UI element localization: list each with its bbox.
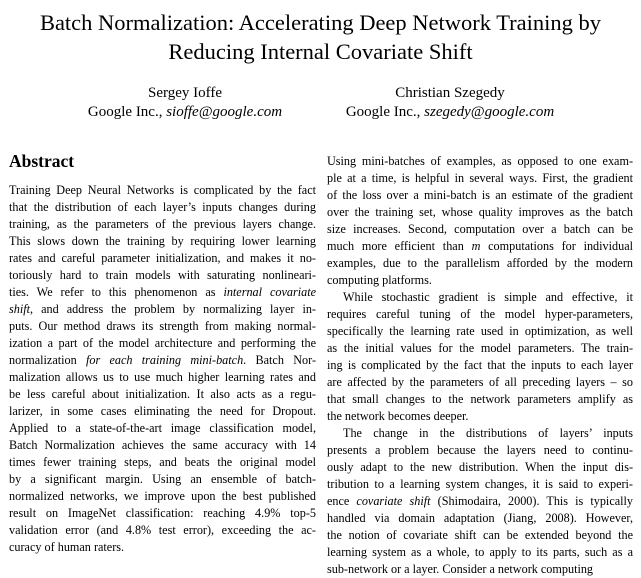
author-email[interactable]: sioffe@google.com xyxy=(166,104,283,120)
text-run: , and address the problem by normalizing layer in- xyxy=(30,302,316,316)
text-line: malization allows us to use much higher learning rates and xyxy=(9,370,316,384)
author-2 xyxy=(320,84,580,122)
text-line: are affected by the parameters of all preceding layers – so xyxy=(327,375,633,389)
text-line: specifically the learning rate used in optimization, as well xyxy=(327,324,633,338)
text-run: (Shimodaira, 2000). This is typically xyxy=(430,494,633,508)
text-line: ously adapt to the new distribution. When the input dis- xyxy=(327,460,633,474)
text-line: validation error (and 4.8% test error), exceeding the ac- xyxy=(9,523,316,537)
text-run: much more efficient than xyxy=(327,239,472,253)
text-line: the network becomes deeper. xyxy=(327,409,469,423)
author-affiliation-line xyxy=(60,103,310,122)
text-line: This slows down the training by requiring lower learning xyxy=(9,234,316,248)
paper-title xyxy=(0,8,641,66)
abstract-heading: Abstract xyxy=(9,151,75,171)
text-line: learning system as a whole, to apply to its parts, such as a xyxy=(327,545,633,559)
text-line xyxy=(9,284,316,301)
text-run: ence xyxy=(327,494,357,508)
text-line: be less careful about initialization. It also acts as a regu- xyxy=(9,387,316,401)
text-line: Using mini-batches of examples, as opposed to one exam- xyxy=(327,154,633,168)
text-line: as the initial values for the model parameters. The train- xyxy=(327,341,633,355)
text-line: training, as the parameters of the previous layers change. xyxy=(9,217,316,231)
text-run: ties. We refer to this phenomenon as xyxy=(9,285,224,299)
text-line: examples, due to the parallelism afforded by the modern xyxy=(327,256,633,270)
intro-body xyxy=(327,153,633,578)
text-line: normalized networks, we improve upon the best published xyxy=(9,489,316,503)
text-run: . Batch Nor- xyxy=(243,353,316,367)
author-affiliation: Google Inc., xyxy=(345,104,421,120)
text-line xyxy=(327,238,633,255)
title-line-2: Reducing Internal Covariate Shift xyxy=(168,39,473,64)
paragraph xyxy=(327,289,633,425)
author-affiliation: Google Inc., xyxy=(87,104,163,120)
italic-term: shift xyxy=(9,302,30,316)
text-line: ization a part of the model architecture and performing the xyxy=(9,336,316,350)
text-line: times fewer training steps, and beats the original model xyxy=(9,455,316,469)
text-line: presents a problem because the layers need to continu- xyxy=(327,443,633,457)
paragraph xyxy=(327,153,633,289)
author-email[interactable]: szegedy@google.com xyxy=(424,104,555,120)
text-line: ing is complicated by the fact that the inputs to each layer xyxy=(327,358,633,372)
text-line xyxy=(327,493,633,510)
author-affiliation-line xyxy=(320,103,580,122)
text-line: by a significant margin. Using an ensemble of batch- xyxy=(9,472,316,486)
text-line: over the training set, whose quality improves as the batch xyxy=(327,205,633,219)
text-line: of the loss over a mini-batch is an estimate of the gradient xyxy=(327,188,633,202)
text-line: Batch Normalization achieves the same accuracy with 14 xyxy=(9,438,316,452)
author-name: Sergey Ioffe xyxy=(147,85,222,101)
author-1 xyxy=(60,84,310,122)
italic-term: internal covariate xyxy=(223,285,316,299)
text-line: toriously hard to train models with saturating nonlineari- xyxy=(9,268,316,282)
text-line: tribution to a learning system changes, it is said to experi- xyxy=(327,477,633,491)
text-line: requires careful tuning of the model hyper-parameters, xyxy=(327,307,633,321)
text-line: The change in the distributions of layers’ inputs xyxy=(343,426,633,440)
text-line: larizer, in some cases eliminating the need for Dropout. xyxy=(9,404,316,418)
text-line: Training Deep Neural Networks is complicated by the fact xyxy=(9,183,316,197)
text-line: While stochastic gradient is simple and effective, it xyxy=(343,290,633,304)
text-run: normalization xyxy=(9,353,86,367)
text-line: puts. Our method draws its strength from making normal- xyxy=(9,319,316,333)
text-line: computing platforms. xyxy=(327,273,432,287)
text-line: size increases. Second, computation over a batch can be xyxy=(327,222,633,236)
text-run: computations for individual xyxy=(480,239,633,253)
text-line: rates and careful parameter initialization, and makes it no- xyxy=(9,251,316,265)
text-line: the notion of covariate shift can be extended beyond the xyxy=(327,528,633,542)
author-name: Christian Szegedy xyxy=(395,85,505,101)
title-line-1: Batch Normalization: Accelerating Deep Network Training by xyxy=(39,10,602,35)
text-line: ple at a time, is helpful in several ways. First, the gradient xyxy=(327,171,633,185)
abstract-body xyxy=(9,182,316,556)
text-line: result on ImageNet classification: reaching 4.9% top-5 xyxy=(9,506,316,520)
italic-term: covariate shift xyxy=(356,494,431,508)
math-symbol: m xyxy=(471,239,481,253)
italic-term: for each training mini-batch xyxy=(85,353,244,367)
text-line: handled via domain adaptation (Jiang, 2008). However, xyxy=(327,511,633,525)
text-line xyxy=(9,301,316,318)
paragraph xyxy=(327,425,633,578)
text-line xyxy=(9,352,316,369)
text-line: Applied to a state-of-the-art image classification model, xyxy=(9,421,316,435)
text-line: that the distribution of each layer’s inputs changes during xyxy=(9,200,316,214)
text-line: sub-network or a layer. Consider a network computing xyxy=(327,562,594,576)
text-line: curacy of human raters. xyxy=(9,540,125,554)
text-line: that small changes to the network parameters amplify as xyxy=(327,392,633,406)
